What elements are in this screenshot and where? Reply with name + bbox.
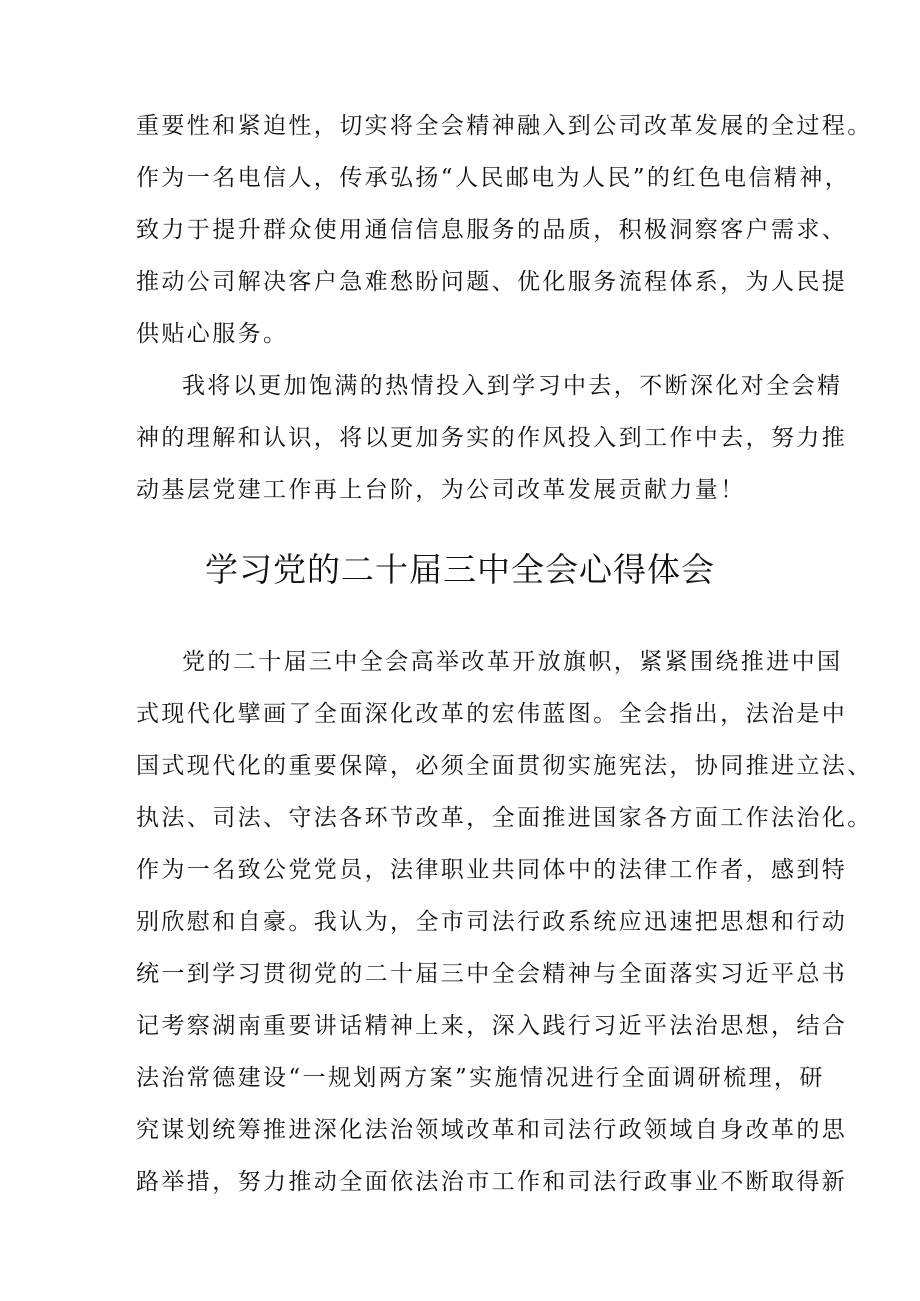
text-line: 作为一名电信人，传承弘扬“人民邮电为人民”的红色电信精神， xyxy=(136,165,851,191)
text-line: 供贴心服务。 xyxy=(136,321,289,347)
text-line: 统一到学习贯彻党的二十届三中全会精神与全面落实习近平总书 xyxy=(136,961,848,987)
text-line: 推动公司解决客户急难愁盼问题、优化服务流程体系，为人民提 xyxy=(136,269,848,295)
text-line: 神的理解和认识，将以更加务实的作风投入到工作中去，努力推 xyxy=(136,425,848,451)
section-title: 学习党的二十届三中全会心得体会 xyxy=(205,550,715,589)
text-line: 式现代化擘画了全面深化改革的宏伟蓝图。全会指出，法治是中 xyxy=(136,701,848,727)
text-line: 执法、司法、守法各环节改革，全面推进国家各方面工作法治化。 xyxy=(136,805,873,831)
text-line: 记考察湖南重要讲话精神上来，深入践行习近平法治思想，结合 xyxy=(136,1013,848,1039)
text-line: 作为一名致公党党员，法律职业共同体中的法律工作者，感到特 xyxy=(136,857,848,883)
text-line: 我将以更加饱满的热情投入到学习中去，不断深化对全会精 xyxy=(182,373,843,399)
text-line: 党的二十届三中全会高举改革开放旗帜，紧紧围绕推进中国 xyxy=(182,649,843,675)
text-line: 究谋划统筹推进深化法治领域改革和司法行政领域自身改革的思 xyxy=(136,1117,848,1143)
text-line: 别欣慰和自豪。我认为，全市司法行政系统应迅速把思想和行动 xyxy=(136,909,848,935)
text-line: 法治常德建设“一规划两方案”实施情况进行全面调研梳理，研 xyxy=(136,1065,825,1091)
text-line: 国式现代化的重要保障，必须全面贯彻实施宪法，协同推进立法、 xyxy=(136,753,873,779)
text-line: 致力于提升群众使用通信信息服务的品质，积极洞察客户需求、 xyxy=(136,217,848,243)
paragraph-body xyxy=(136,636,873,1208)
text-line: 动基层党建工作再上台阶，为公司改革发展贡献力量！ xyxy=(136,477,746,503)
paragraph-continuation xyxy=(136,100,873,360)
text-line: 重要性和紧迫性，切实将全会精神融入到公司改革发展的全过程。 xyxy=(136,113,873,139)
text-line: 路举措，努力推动全面依法治市工作和司法行政事业不断取得新 xyxy=(136,1169,848,1195)
paragraph-closing xyxy=(136,360,848,516)
